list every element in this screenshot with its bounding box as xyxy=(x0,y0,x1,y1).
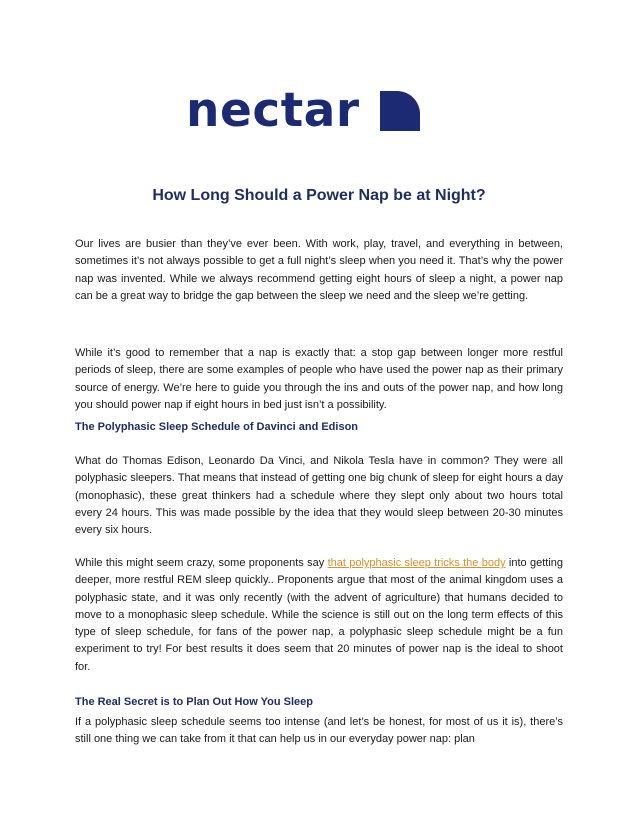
paragraph-text-after-link: into getting deeper, more restful REM sleep quickly.. Proponents argue that most of the animal kingdom uses a polyphasic state, and it was only recently (with the advent of agriculture) that humans decided to move to a monophasic sleep schedule. While the science is still out on the long term effects of this type of sleep schedule, for fans of the power nap, a polyphasic sleep schedule might be a fun experiment to try! For best results it does seem that 20 minutes of power nap is the ideal to shoot for. xyxy=(75,557,563,673)
brand-wordmark: nectar xyxy=(186,83,360,138)
polyphasic-paragraph-1: What do Thomas Edison, Leonardo Da Vinci, and Nikola Tesla have in common? They were all polyphasic sleepers. That means that instead of getting one big chunk of sleep for eight hours a day (monophasic), these great thinkers had a schedule where they slept only about two hours total every 24 hours. This was made possible by the idea that they would sleep between 20-30 minutes every six hours. xyxy=(75,455,563,537)
section-heading-polyphasic: The Polyphasic Sleep Schedule of Davinci and Edison xyxy=(75,421,359,433)
article-title: How Long Should a Power Nap be at Night? xyxy=(152,187,486,204)
polyphasic-sleep-link[interactable]: that polyphasic sleep tricks the body xyxy=(327,557,506,569)
intro-paragraph-1: Our lives are busier than they’ve ever been. With work, play, travel, and everything in between, sometimes it’s not always possible to get a full night’s sleep when you need it. That’s why the power nap was invented. While we always recommend getting eight hours of sleep a night, a power nap can be a great way to bridge the gap between the sleep we need and the sleep we’re getting. xyxy=(75,238,563,302)
brand-logo xyxy=(186,83,420,138)
plan-sleep-paragraph-1: If a polyphasic sleep schedule seems too intense (and let’s be honest, for most of us it is), there’s still one thing we can take from it that can help us in our everyday power nap: plan xyxy=(75,716,563,746)
brand-mark-icon xyxy=(380,91,420,131)
section-heading-plan-sleep: The Real Secret is to Plan Out How You Sleep xyxy=(75,696,313,708)
intro-paragraph-2: While it’s good to remember that a nap is exactly that: a stop gap between longer more restful periods of sleep, there are some examples of people who have used the power nap as their primary source of energy. We’re here to guide you through the ins and outs of the power nap, and how long you should power nap if eight hours in bed just isn’t a possibility. xyxy=(75,347,563,411)
paragraph-text-before-link: While this might seem crazy, some proponents say xyxy=(75,557,328,569)
polyphasic-paragraph-2 xyxy=(75,555,563,676)
